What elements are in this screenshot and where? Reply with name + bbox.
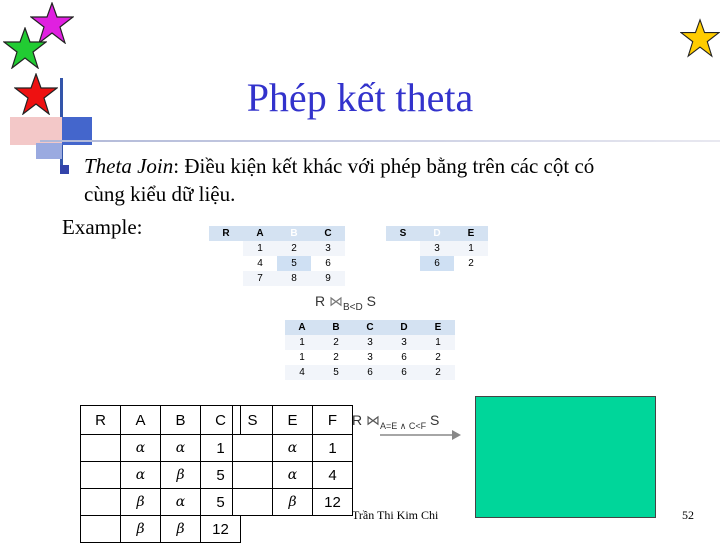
table-row: β 12 bbox=[233, 489, 353, 516]
star-green-icon bbox=[3, 27, 47, 69]
footer-author: Trần Thi Kim Chi bbox=[352, 508, 439, 522]
table-name: S bbox=[233, 406, 273, 435]
table-row: β β 12 bbox=[81, 516, 241, 543]
answer-box bbox=[475, 396, 656, 518]
join-expression-2: R $⋈_{A=E \wedge C<F}$ S bbox=[352, 412, 440, 431]
title-divider bbox=[40, 140, 720, 142]
table-s: S D E 3 1 6 2 bbox=[386, 226, 488, 271]
bullet-text bbox=[84, 152, 684, 208]
table-row: 1 2 3 bbox=[209, 241, 345, 256]
table-result: A B C D E 1 2 3 3 1 1 2 3 6 2 4 5 6 6 2 bbox=[285, 320, 455, 380]
table-s2: S E F α 1 α 4 β 12 bbox=[232, 405, 353, 516]
bullet-line2: cùng kiểu dữ liệu. bbox=[84, 182, 236, 206]
table-r: R A B C 1 2 3 4 5 6 7 8 9 bbox=[209, 226, 345, 286]
table-row: 3 1 bbox=[386, 241, 488, 256]
slide-title: Phép kết theta bbox=[246, 75, 474, 120]
table-row: 7 8 9 bbox=[209, 271, 345, 286]
table-r2: R A B C α α 1 α β 5 β α 5 β β 12 bbox=[80, 405, 241, 543]
table-row: α α 1 bbox=[81, 435, 241, 462]
star-yellow-icon bbox=[680, 18, 720, 58]
bullet-rest: : Điều kiện kết khác với phép bằng trên các cột có bbox=[173, 154, 595, 178]
table-row: α 1 bbox=[233, 435, 353, 462]
table-name: S bbox=[386, 226, 420, 241]
table-row: α β 5 bbox=[81, 462, 241, 489]
table-row: 6 2 bbox=[386, 256, 488, 271]
join-expression: R $⋈_{B<D}$ S bbox=[315, 293, 376, 313]
table-name: R bbox=[81, 406, 121, 435]
table-row: 4 5 6 bbox=[257, 258, 331, 269]
bullet-icon bbox=[60, 165, 69, 174]
bullet-term: Theta Join bbox=[84, 154, 174, 178]
decor-block bbox=[36, 143, 62, 159]
page-number: 52 bbox=[682, 508, 694, 522]
table-row: 4 5 6 6 2 bbox=[285, 365, 455, 380]
example-label: Example: bbox=[62, 215, 143, 239]
table-row: β α 5 bbox=[81, 489, 241, 516]
table-row: 1 2 3 3 1 bbox=[285, 335, 455, 350]
table-row: 1 2 3 6 2 bbox=[299, 352, 441, 363]
table-name: R bbox=[209, 226, 243, 241]
arrow-right-icon bbox=[380, 428, 462, 442]
table-row: α 4 bbox=[233, 462, 353, 489]
